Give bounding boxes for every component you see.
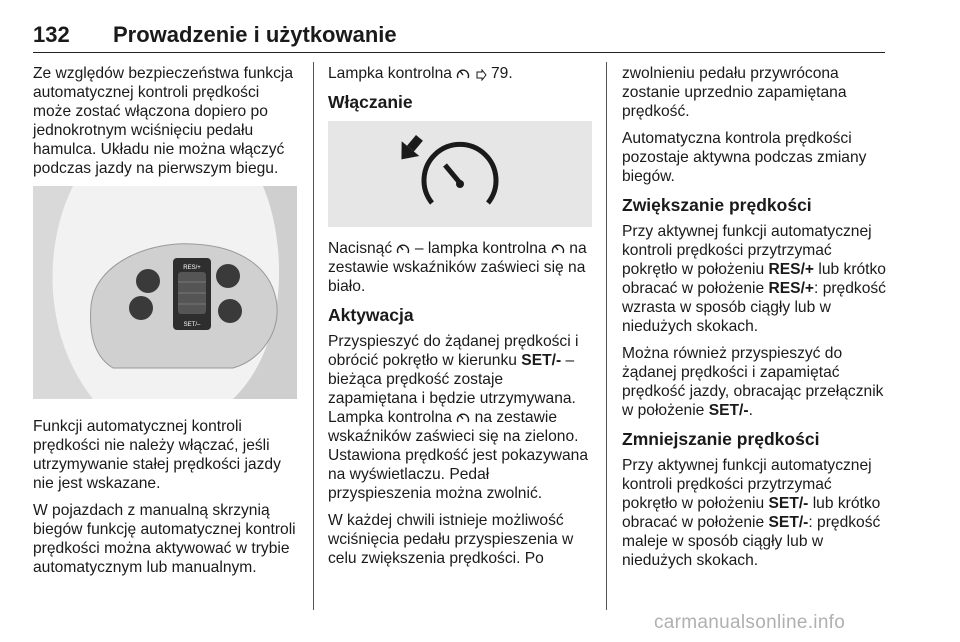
- column-2: [328, 64, 596, 576]
- paragraph-decrease-speed: Przy aktywnej funkcji automatycznej kontroli prędkości przytrzymać pokrętło w położeniu SET/- lub krótko obracać w położenie SET/-: prędkość maleje w sposób ciągły lub w niedużych skokach.: [622, 457, 881, 569]
- heading-aktywacja: Aktywacja: [328, 305, 414, 325]
- key-res-plus: RES/+: [768, 280, 815, 297]
- column-divider-2: [606, 62, 607, 610]
- paragraph-accelerator: W każdej chwili istnieje możliwość wciśnięcia pedału przyspieszenia w celu zwiększenia prędkości. Po: [328, 512, 574, 567]
- header-divider: [33, 52, 885, 53]
- heading-zmniejszanie: Zmniejszanie prędkości: [622, 429, 820, 449]
- page-header: [33, 22, 885, 50]
- cruise-control-lamp-figure: [328, 121, 592, 227]
- page-title: Prowadzenie i użytkowanie: [113, 22, 397, 47]
- paragraph-aktywacja: Przyspieszyć do żądanej prędkości i obrócić pokrętło w kierunku SET/- – bieżąca prędkość zostaje zapamiętana i będzie utrzymywana. Lampka kontrolna na zestawie wskaźników zaświeci się na zielono. Ustawiona prędkość jest pokazywana na wyświetlaczu. Pedał przyspieszenia można zwolnić.: [328, 333, 589, 502]
- paragraph-restore-speed: zwolnieniu pedału przywrócona zostanie uprzednio zapamiętana prędkość.: [622, 65, 847, 120]
- cruise-control-icon: [456, 411, 470, 425]
- cruise-control-icon: [551, 242, 565, 256]
- column-divider-1: [313, 62, 314, 610]
- key-set-minus: SET/-: [708, 402, 749, 419]
- column-1: [33, 64, 301, 585]
- page-number: 132: [33, 22, 70, 47]
- paragraph-increase-speed: Przy aktywnej funkcji automatycznej kontroli prędkości przytrzymać pokrętło w położeniu RES/+ lub krótko obracać w położenie RES/+: prędkość wzrasta w sposób ciągły lub w niedużych skokach.: [622, 223, 886, 335]
- lamp-reference: Lampka kontrolna 79.: [328, 65, 513, 82]
- heading-wlaczanie: Włączanie: [328, 92, 413, 112]
- steering-wheel-controls-figure: [33, 186, 297, 399]
- paragraph-not-recommended: Funkcji automatycznej kontroli prędkości nie należy włączać, jeśli utrzymywanie stałej prędkości jazdy nie jest wskazane.: [33, 418, 281, 492]
- paragraph-accelerate-store: Można również przyspieszyć do żądanej prędkości i zapamiętać prędkość jazdy, obracając przełącznik w położenie SET/-.: [622, 345, 884, 419]
- key-res-plus: RES/+: [768, 261, 815, 278]
- set-minus-label: SET/–: [183, 322, 201, 328]
- paragraph-nacisnac: Nacisnąć – lampka kontrolna na zestawie wskaźników zaświeci się na biało.: [328, 240, 587, 295]
- cruise-control-icon: [456, 67, 470, 81]
- watermark: carmanualsonline.info: [654, 612, 846, 633]
- key-set-minus: SET/-: [521, 352, 562, 369]
- heading-zwiekszanie: Zwiększanie prędkości: [622, 195, 812, 215]
- paragraph-safety: Ze względów bezpieczeństwa funkcja automatycznej kontroli prędkości może zostać włączona dopiero po jednokrotnym wciśnięciu pedału hamulca. Układu nie można włączyć podczas jazdy na pierwszym biegu.: [33, 65, 294, 177]
- page-reference-arrow-icon: [475, 69, 487, 81]
- key-set-minus: SET/-: [768, 495, 809, 512]
- paragraph-gear-change: Automatyczna kontrola prędkości pozostaje aktywna podczas zmiany biegów.: [622, 130, 867, 185]
- cruise-control-icon: [396, 242, 410, 256]
- res-plus-label: RES/+: [183, 265, 201, 271]
- column-3: [622, 64, 890, 578]
- paragraph-manual-gearbox: W pojazdach z manualną skrzynią biegów funkcję automatycznej kontroli prędkości można aktywować w trybie automatycznym lub manualnym.: [33, 502, 296, 576]
- key-set-minus: SET/-: [768, 514, 809, 531]
